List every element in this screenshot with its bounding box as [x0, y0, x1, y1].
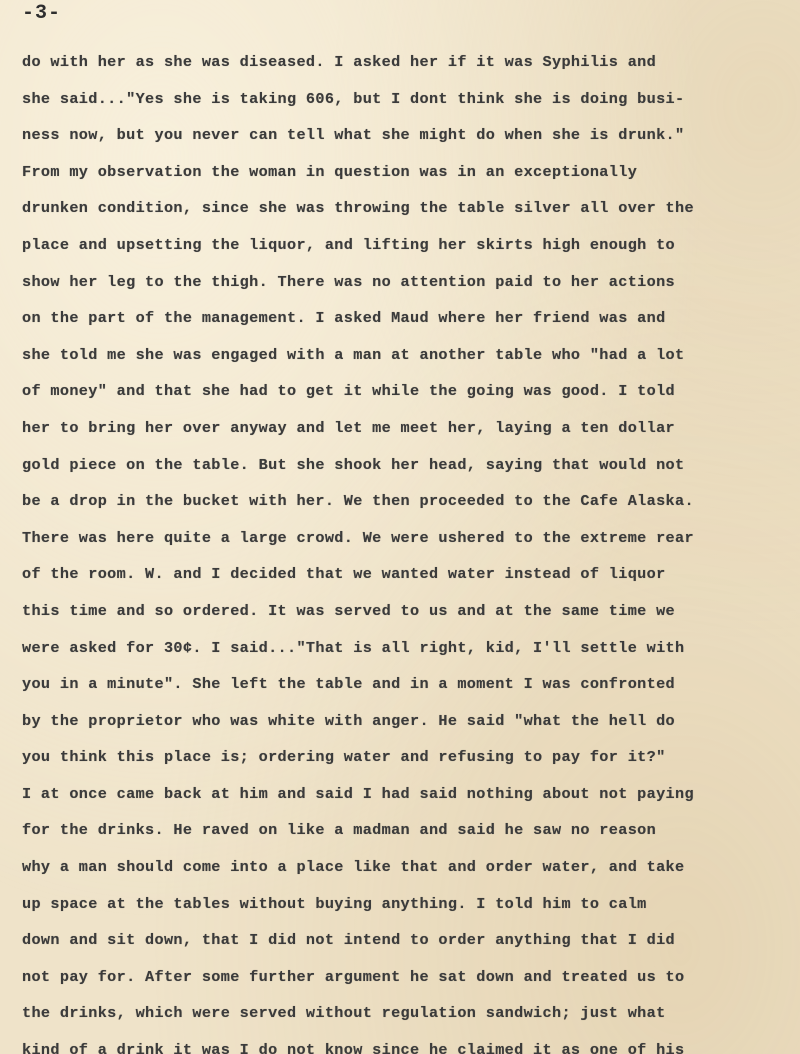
text-line: show her leg to the thigh. There was no attention paid to her actions [22, 272, 676, 291]
text-line: down and sit down, that I did not intend to order anything that I did [22, 931, 676, 950]
text-line: not pay for. After some further argument he sat down and treated us to [22, 967, 685, 986]
text-line: why a man should come into a place like that and order water, and take [22, 858, 685, 877]
text-line: she told me she was engaged with a man at another table who "had a lot [22, 345, 685, 364]
text-line: From my observation the woman in question was in an exceptionally [22, 162, 638, 181]
text-line: of the room. W. and I decided that we wanted water instead of liquor [22, 565, 666, 584]
text-line: the drinks, which were served without regulation sandwich; just what [22, 1004, 666, 1023]
text-line: kind of a drink it was I do not know since he claimed it as one of his [22, 1041, 685, 1054]
text-line: place and upsetting the liquor, and lifting her skirts high enough to [22, 235, 676, 254]
text-line: do with her as she was diseased. I asked her if it was Syphilis and [22, 53, 657, 71]
text-line: her to bring her over anyway and let me meet her, laying a ten dollar [22, 418, 676, 437]
text-line: you think this place is; ordering water and refusing to pay for it?" [22, 748, 666, 767]
text-line: I at once came back at him and said I had said nothing about not paying [22, 784, 694, 803]
text-line: this time and so ordered. It was served to us and at the same time we [22, 601, 676, 620]
text-line: you in a minute". She left the table and in a moment I was confronted [22, 675, 676, 694]
page-number: -3- [22, 2, 62, 25]
body-text [22, 44, 797, 1054]
text-line: on the part of the management. I asked Maud where her friend was and [22, 309, 666, 328]
text-line: she said..."Yes she is taking 606, but I dont think she is doing busi- [22, 89, 685, 108]
text-line: were asked for 30¢. I said..."That is all right, kid, I'll settle with [22, 638, 685, 657]
text-line: There was here quite a large crowd. We were ushered to the extreme rear [22, 528, 694, 547]
text-line: ness now, but you never can tell what she might do when she is drunk." [22, 126, 685, 145]
text-line: be a drop in the bucket with her. We then proceeded to the Cafe Alaska. [22, 492, 694, 511]
text-line: of money" and that she had to get it while the going was good. I told [22, 382, 676, 401]
text-line: for the drinks. He raved on like a madman and said he saw no reason [22, 821, 657, 840]
text-line: gold piece on the table. But she shook her head, saying that would not [22, 455, 685, 474]
text-line: up space at the tables without buying anything. I told him to calm [22, 894, 647, 913]
text-line: drunken condition, since she was throwing the table silver all over the [22, 199, 694, 218]
text-line: by the proprietor who was white with anger. He said "what the hell do [22, 711, 676, 730]
